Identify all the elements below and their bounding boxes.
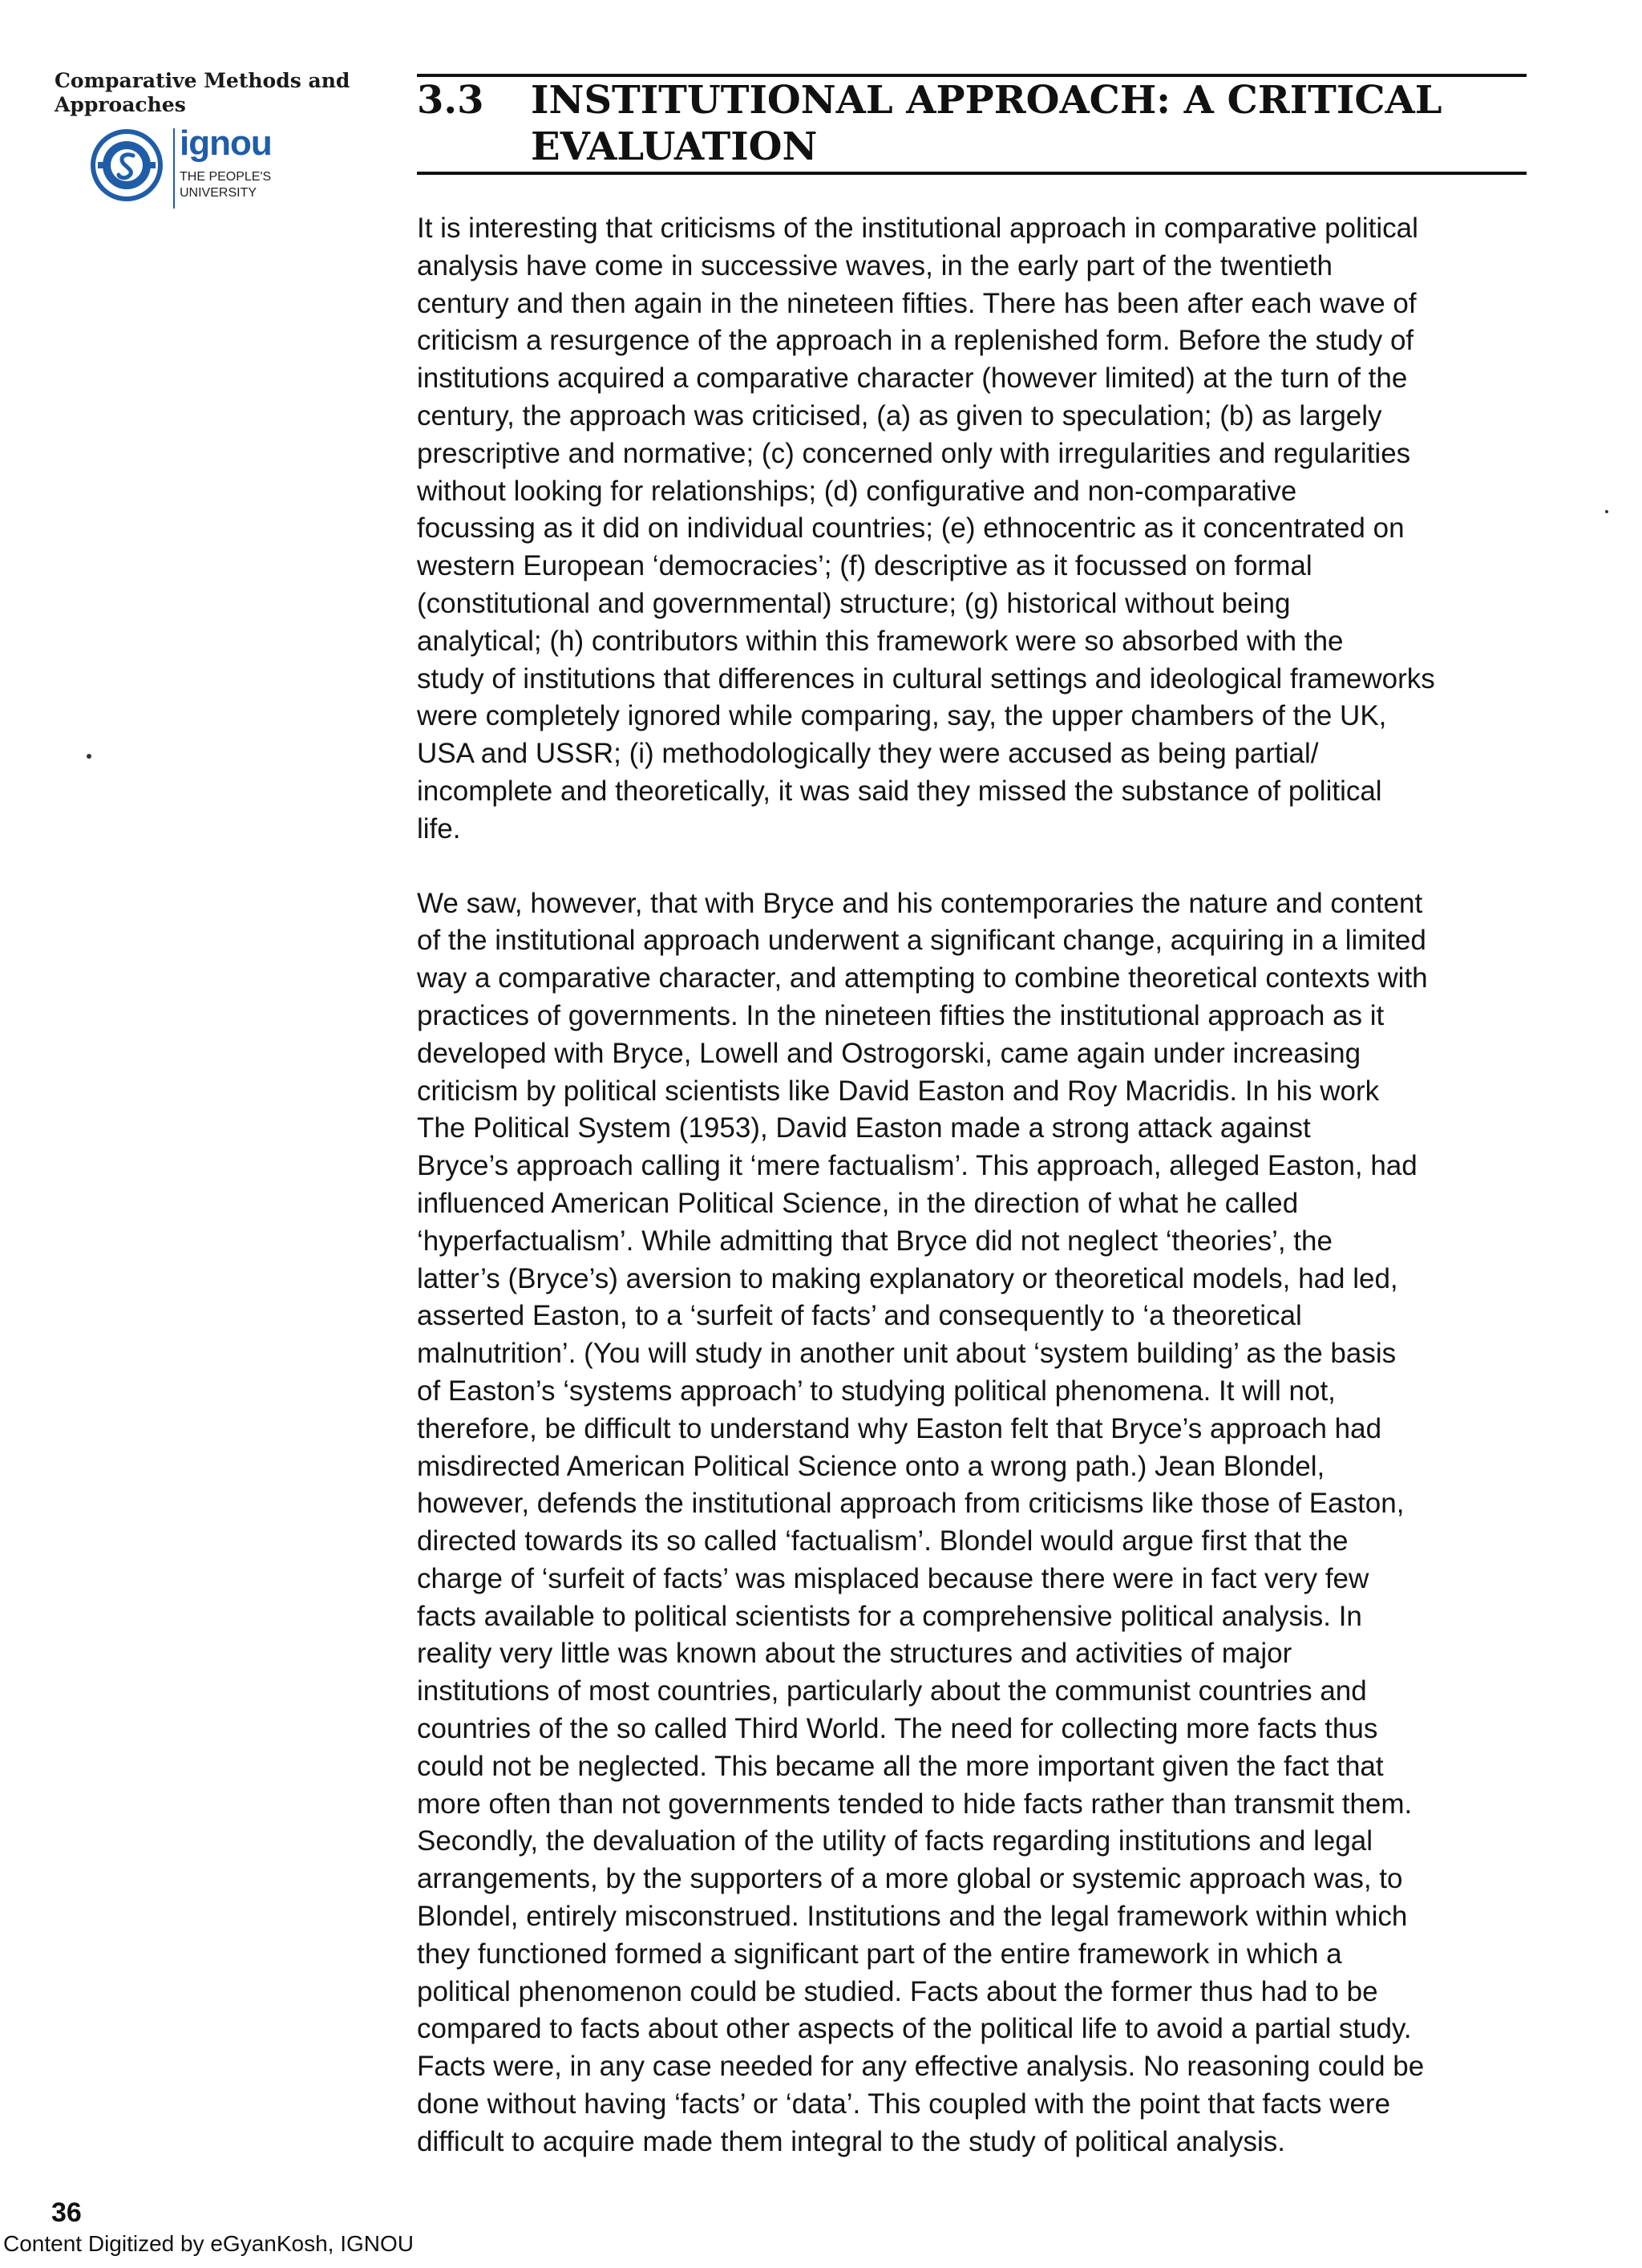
logo-name: ignou (180, 124, 272, 163)
paragraph-1: It is interesting that criticisms of the institutional approach in comparative political analysis have come in successive waves, in the early part of the twentieth century and then again in the nineteen fifties. There has been after each wave of criticism a resurgence of the approach in a replenished form. Before the study of institutions acquired a comparative character (however limited) at the turn of the century, the approach was criticised, (a) as given to speculation; (b) as largely prescriptive and normative; (c) concerned only with irregularities and regularities without looking for relationships; (d) configurative and non-comparative focussing as it did on individual countries; (e) ethnocentric as it concentrated on western European ‘democracies’; (f) descriptive as it focussed on formal (constitutional and governmental) structure; (g) historical without being analytical; (h) contributors within this framework were so absorbed with the study of institutions that differences in cultural settings and ideological frameworks were completely ignored while comparing, say, the upper chambers of the UK, USA and USSR; (i) methodologically they were accused as being partial/ incomplete and theoretically, it was said they missed the substance of political life. (417, 213, 1435, 844)
section-title: INSTITUTIONAL APPROACH: A CRITICAL EVALUATION (531, 78, 1442, 169)
logo-divider (173, 128, 175, 209)
logo-tagline-2: UNIVERSITY (180, 186, 257, 200)
section-number: 3.3 (417, 78, 484, 123)
ignou-logo (90, 124, 290, 209)
body-text (417, 210, 1527, 2161)
footer-credit: Content Digitized by eGyanKosh, IGNOU (3, 2231, 415, 2256)
scan-speck (1605, 510, 1608, 513)
ignou-emblem-icon (90, 128, 164, 202)
logo-tagline-1: THE PEOPLE'S (180, 170, 272, 184)
heading-bottom-rule (417, 172, 1527, 175)
page-number: 36 (51, 2197, 82, 2228)
scan-speck (87, 754, 91, 759)
course-title: Comparative Methods and Approaches (55, 69, 350, 116)
paragraph-2: We saw, however, that with Bryce and his contemporaries the nature and content of the institutional approach underwent a significant change, acquiring in a limited way a comparative character, and attempting to combine theoretical contexts with practices of governments. In the nineteen fifties the institutional approach as it developed with Bryce, Lowell and Ostrogorski, came again under increasing criticism by political scientists like David Easton and Roy Macridis. In his work The Political System (1953), David Easton made a strong attack against Bryce’s approach calling it ‘mere factualism’. This approach, alleged Easton, had influenced American Political Science, in the direction of what he called ‘hyperfactualism’. While admitting that Bryce did not neglect ‘theories’, the latter’s (Bryce’s) aversion to making explanatory or theoretical models, had led, asserted Easton, to a ‘surfeit of facts’ and consequently to ‘a theoretical malnutrition’. (You will study in another unit about ‘system building’ as the basis of Easton’s ‘systems approach’ to studying political phenomena. It will not, therefore, be difficult to understand why Easton felt that Bryce’s approach had misdirected American Political Science onto a wrong path.) Jean Blondel, however, defends the institutional approach from criticisms like those of Easton, directed towards its so called ‘factualism’. Blondel would argue first that the charge of ‘surfeit of facts’ was misplaced because there were in fact very few facts available to political scientists for a comprehensive political analysis. In reality very little was known about the structures and activities of major institutions of most countries, particularly about the communist countries and countries of the so called Third World. The need for collecting more facts thus could not be neglected. This became all the more important given the fact that more often than not governments tended to hide facts rather than transmit them. Secondly, the devaluation of the utility of facts regarding institutions and legal arrangements, by the supporters of a more global or systemic approach was, to Blondel, entirely misconstrued. Institutions and the legal framework within which they functioned formed a significant part of the entire framework in which a political phenomenon could be studied. Facts about the former thus had to be compared to facts about other aspects of the political life to avoid a partial study. Facts were, in any case needed for any effective analysis. No reasoning could be done without having ‘facts’ or ‘data’. This coupled with the point that facts were difficult to acquire made them integral to the study of political analysis. (417, 887, 1428, 2157)
